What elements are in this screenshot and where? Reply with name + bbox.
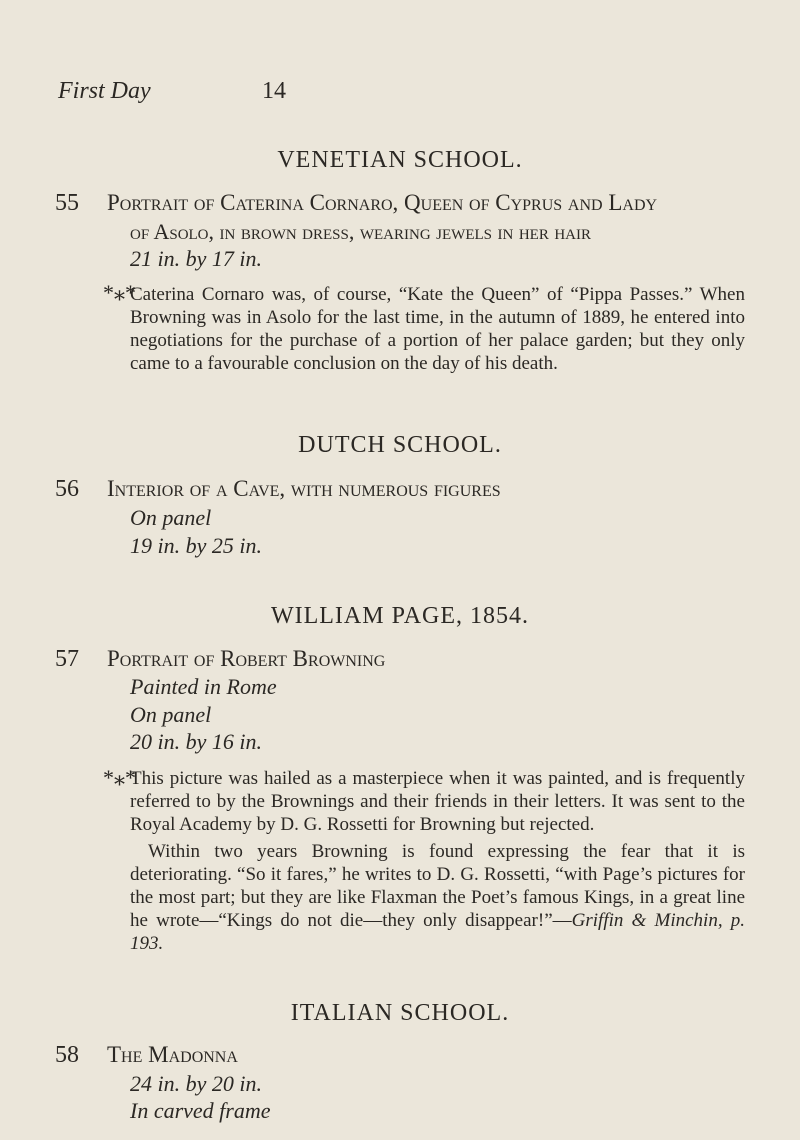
lot-note (130, 767, 745, 955)
lot-medium: On panel (130, 505, 212, 530)
lot-frame: In carved frame (130, 1098, 271, 1123)
lot-number: 55 (55, 190, 79, 216)
lot-number: 56 (55, 476, 79, 502)
lot-provenance: Painted in Rome (130, 674, 277, 699)
note-paragraph: This picture was hailed as a masterpiece when it was painted, and is frequently referred to by the Brownings and their friends in their letters. It was sent to the Royal Academy by D. G. Rossetti for Browning but rejected. (130, 768, 745, 835)
section-heading-william-page: WILLIAM PAGE, 1854. (270, 603, 530, 629)
section-heading-dutch: DUTCH SCHOOL. (298, 432, 502, 458)
note-asterism: *⁎* (103, 765, 136, 790)
lot-dimensions: 21 in. by 17 in. (130, 246, 262, 271)
lot-title: Portrait of Caterina Cornaro, Queen of Cyprus and Lady (107, 190, 658, 215)
page-number: 14 (262, 78, 286, 104)
lot-number: 57 (55, 646, 79, 672)
lot-medium: On panel (130, 702, 212, 727)
lot-title: Interior of a Cave, with numerous figures (107, 476, 501, 501)
lot-note (130, 283, 745, 375)
lot-title: Portrait of Robert Browning (107, 646, 386, 671)
lot-dimensions: 20 in. by 16 in. (130, 729, 262, 754)
lot-title-continued: of Asolo, in brown dress, wearing jewels in her hair (130, 219, 591, 244)
lot-dimensions: 24 in. by 20 in. (130, 1071, 262, 1096)
note-paragraph (130, 840, 745, 955)
section-heading-italian: ITALIAN SCHOOL. (290, 1000, 510, 1026)
running-title: First Day (58, 78, 151, 104)
lot-dimensions: 19 in. by 25 in. (130, 533, 262, 558)
lot-number: 58 (55, 1042, 79, 1068)
note-paragraph: Caterina Cornaro was, of course, “Kate the Queen” of “Pippa Passes.” When Browning was in Asolo for the last time, in the autumn of 1889, he entered into negotiations for the purchase of a portion of her palace garden; but they only came to a favourable conclusion on the day of his death. (130, 284, 745, 374)
note-citation: Griffin & Minchin, p. 193. (130, 910, 746, 954)
lot-title: The Madonna (107, 1042, 238, 1067)
note-quote: Within two years Browning is found expressing the fear that it is deteriorating. “So it fares,” he writes to D. G. Rossetti, “with Page’s pictures for the most part; but they are like Flaxman the Poet’s famous Kings, in a great line he wrote—“Kings do not die—they only disappear!”— (130, 841, 745, 931)
section-heading-venetian: VENETIAN SCHOOL. (277, 147, 523, 173)
note-asterism: *⁎* (103, 280, 136, 305)
